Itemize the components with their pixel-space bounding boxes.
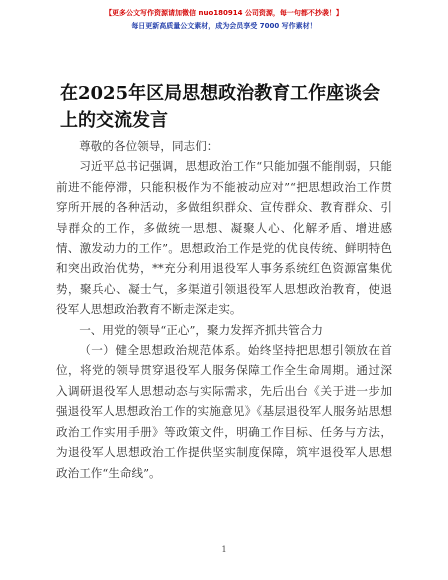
page-number: 1: [221, 545, 227, 554]
paragraph-intro: 习近平总书记强调，思想政治工作“只能加强不能削弱，只能前进不能停滞，只能积极作为不能被动应对”“把思想政治工作贯穿所开展的各种活动，多做组织群众、宣传群众、教育群众、引导群众的工作，多做统一思想、凝聚人心、化解矛盾、增进感情、激发动力的工作”。思想政治工作是党的优良传统、鲜明特色和突出政治优势，**充分利用退役军人事务系统红色资源富集优势，聚兵心、凝士气，多渠道引领退役军人思想政治教育，使退役军人思想政治教育不断走深走实。: [56, 159, 392, 317]
section-heading: 一、用党的领导“正心”，聚力发挥齐抓共管合力: [79, 322, 323, 337]
promo-banner-line-2: 每日更新高质量公文素材，成为会员享受 7000 写作素材！: [131, 22, 317, 30]
salutation: 尊敬的各位领导，同志们：: [79, 139, 219, 153]
document-body: [56, 136, 392, 483]
document-title: 在2025年区局思想政治教育工作座谈会上的交流发言: [60, 83, 381, 131]
promo-banner-line-1: 【更多公文写作资源请加微信 nuo180914 公司资源，每一句都不抄袭！】: [105, 9, 343, 17]
paragraph-subsection: （一）健全思想政治规范体系。始终坚持把思想引领放在首位，将党的领导贯穿退役军人服务保障工作全生命周期。通过深入调研退役军人思想动态与实际需求，先后出台《关于进一步加强退役军人思想政治工作的实施意见》《基层退役军人服务站思想政治工作实用手册》等政策文件，明确工作目标、任务与方法，为退役军人思想政治工作提供坚实制度保障，筑牢退役军人思想政治工作“生命线”。: [56, 343, 392, 480]
